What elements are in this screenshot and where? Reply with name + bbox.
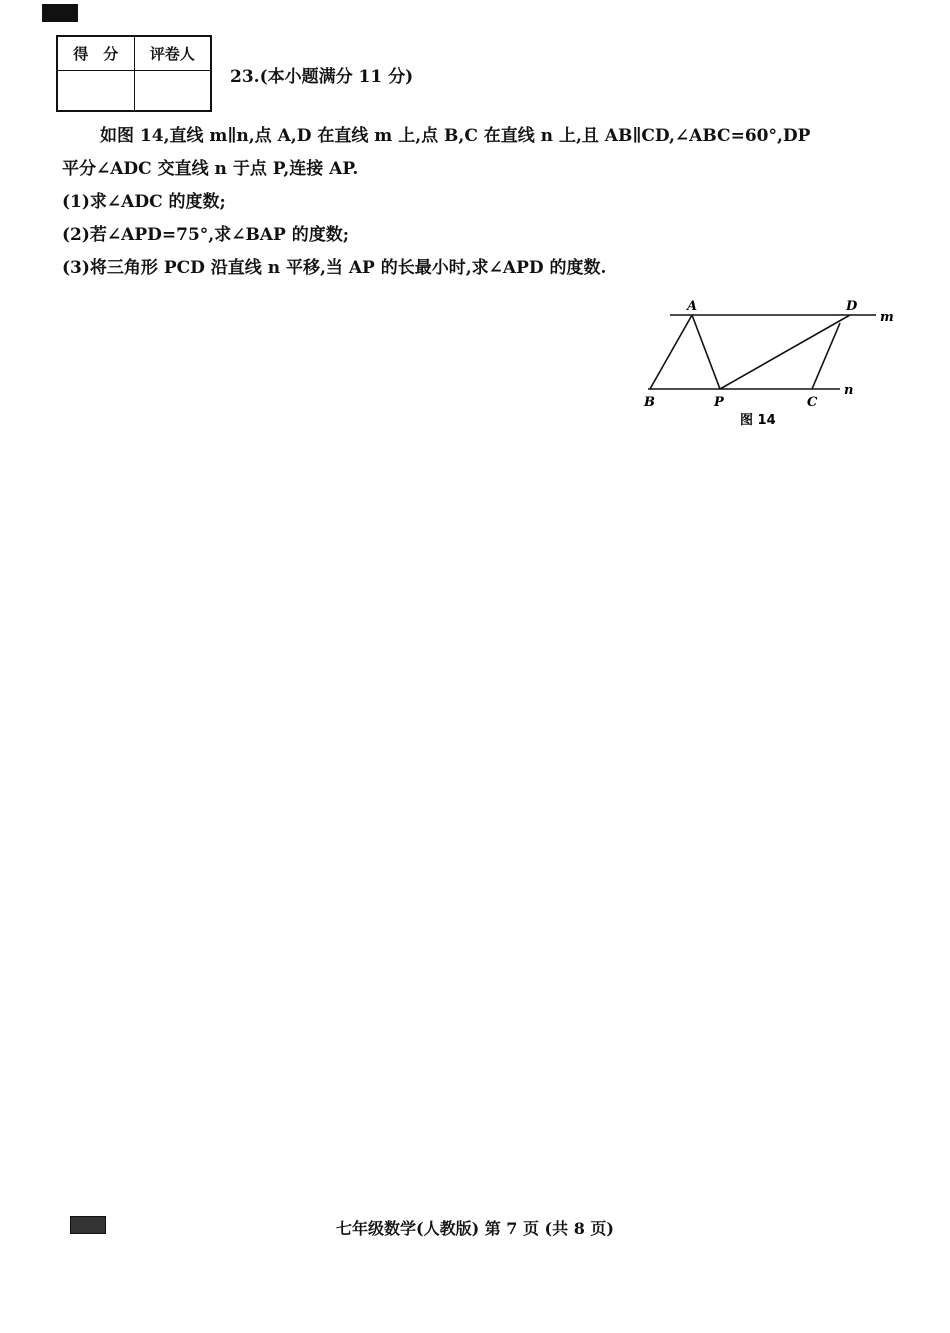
label-point-b: B [644,395,655,410]
label-point-p: P [714,395,724,410]
page-footer: 七年级数学(人教版) 第 7 页 (共 8 页) [336,1219,614,1238]
geometry-diagram [640,295,900,435]
grader-label: 评卷人 [134,36,211,71]
registration-mark-top [42,4,78,22]
score-table [56,35,212,112]
figure-caption: 图 14 [740,413,776,428]
label-point-c: C [807,395,818,410]
score-cell[interactable] [57,71,134,112]
question-part-2: (2)若∠APD=75°,求∠BAP 的度数; [62,225,349,245]
segment-dc [812,323,840,389]
label-point-a: A [687,299,698,314]
question-heading: 23.(本小题满分 11 分) [230,67,414,87]
question-body [62,120,902,285]
label-line-m: m [880,310,894,325]
label-point-d: D [846,299,858,314]
segment-ab [650,315,692,389]
question-part-1: (1)求∠ADC 的度数; [62,192,226,212]
segment-ap [692,315,720,389]
label-line-n: n [844,383,854,398]
segment-dp [720,315,850,389]
grader-cell[interactable] [134,71,211,112]
score-label: 得 分 [57,36,134,71]
figure-14 [640,295,900,435]
question-stem-line1: 如图 14,直线 m∥n,点 A,D 在直线 m 上,点 B,C 在直线 n 上,且 AB∥CD,∠ABC=60°,DP [100,126,811,146]
question-part-3: (3)将三角形 PCD 沿直线 n 平移,当 AP 的长最小时,求∠APD 的度数. [62,258,607,278]
question-stem-line2: 平分∠ADC 交直线 n 于点 P,连接 AP. [62,159,359,179]
